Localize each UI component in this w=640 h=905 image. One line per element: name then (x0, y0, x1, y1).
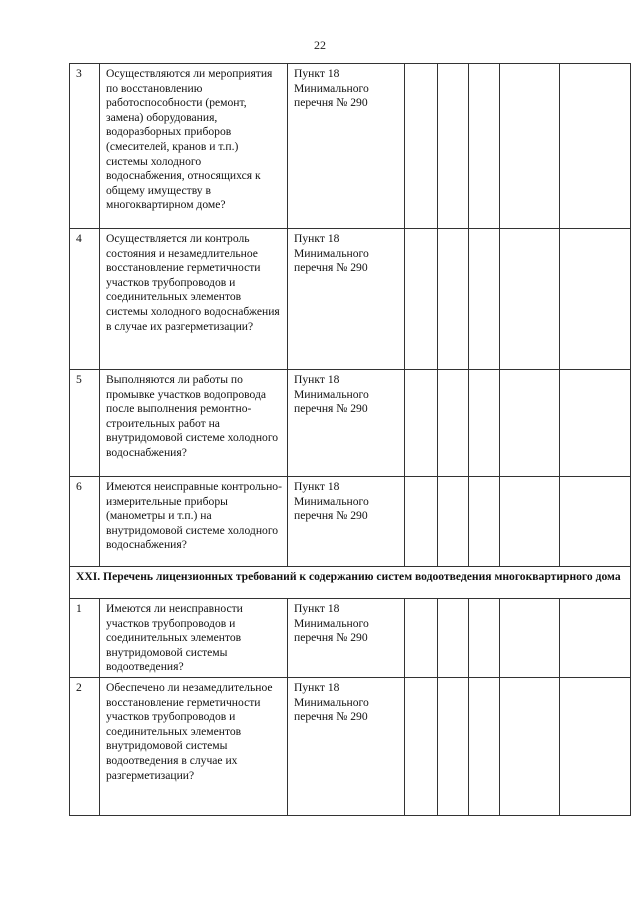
question-text: Имеются ли неисправности участков трубопроводов и соединительных элементов внутридомовой системы водоотведения? (100, 599, 288, 678)
page-number: 22 (314, 38, 326, 52)
legal-reference (288, 477, 405, 567)
reference-line: Минимального (294, 387, 369, 401)
answer-cell (500, 229, 560, 370)
answer-cell (469, 229, 500, 370)
answer-cell (438, 599, 469, 678)
answer-cell (560, 477, 631, 567)
answer-cell (438, 64, 469, 229)
row-number: 1 (70, 599, 100, 678)
answer-cell (469, 370, 500, 477)
answer-cell (500, 64, 560, 229)
reference-line: Пункт 18 (294, 232, 340, 245)
table-row (70, 678, 631, 816)
section-heading-row (70, 567, 631, 599)
row-number: 2 (70, 678, 100, 816)
table-row (70, 370, 631, 477)
answer-cell (500, 370, 560, 477)
reference-line: перечня № 290 (294, 96, 368, 110)
reference-line: Пункт 18 (294, 681, 340, 694)
rows-drainage (70, 599, 631, 816)
answer-cell (405, 599, 438, 678)
reference-line: перечня № 290 (294, 402, 368, 416)
answer-cell (405, 64, 438, 229)
answer-cell (405, 678, 438, 816)
reference-line: перечня № 290 (294, 631, 368, 645)
answer-cell (438, 229, 469, 370)
row-number: 5 (70, 370, 100, 477)
row-number: 4 (70, 229, 100, 370)
legal-reference (288, 229, 405, 370)
answer-cell (438, 678, 469, 816)
answer-cell (560, 599, 631, 678)
reference-line: Пункт 18 (294, 373, 340, 386)
reference-line: Пункт 18 (294, 602, 340, 615)
legal-reference (288, 64, 405, 229)
answer-cell (405, 477, 438, 567)
reference-line: перечня № 290 (294, 509, 368, 523)
legal-reference (288, 370, 405, 477)
answer-cell (560, 64, 631, 229)
answer-cell (560, 229, 631, 370)
reference-line: Минимального (294, 494, 369, 508)
question-text: Имеются неисправные контрольно-измерительные приборы (манометры и т.п.) на внутридомовой системе холодного водоснабжения? (100, 477, 288, 567)
legal-reference (288, 599, 405, 678)
reference-line: Минимального (294, 695, 369, 709)
answer-cell (469, 678, 500, 816)
answer-cell (469, 64, 500, 229)
answer-cell (469, 477, 500, 567)
question-text: Выполняются ли работы по промывке участков водопровода после выполнения ремонтно-строительных работ на внутридомовой системе холодного водоснабжения? (100, 370, 288, 477)
table-row (70, 229, 631, 370)
reference-line: перечня № 290 (294, 261, 368, 275)
reference-line: перечня № 290 (294, 710, 368, 724)
answer-cell (405, 370, 438, 477)
reference-line: Пункт 18 (294, 67, 340, 80)
answer-cell (500, 477, 560, 567)
checklist-table (69, 63, 631, 816)
legal-reference (288, 678, 405, 816)
answer-cell (500, 599, 560, 678)
answer-cell (560, 370, 631, 477)
question-text: Обеспечено ли незамедлительное восстановление герметичности участков трубопроводов и соединительных элементов внутридомовой системы водоотведения в случае их разгерметизации? (100, 678, 288, 816)
reference-line: Минимального (294, 246, 369, 260)
section-heading: XXI. Перечень лицензионных требований к содержанию систем водоотведения многоквартирного дома (70, 567, 631, 599)
row-number: 3 (70, 64, 100, 229)
answer-cell (560, 678, 631, 816)
question-text: Осуществляются ли мероприятия по восстановлению работоспособности (ремонт, замена) оборудования, водоразборных приборов (смесителей, кранов и т.п.) системы холодного водоснабжения, относящихся к общему имуществу в многоквартирном доме? (100, 64, 288, 229)
question-text: Осуществляется ли контроль состояния и незамедлительное восстановление герметичности участков трубопроводов и соединительных элементов системы холодного водоснабжения в случае их разгерметизации? (100, 229, 288, 370)
answer-cell (438, 477, 469, 567)
answer-cell (405, 229, 438, 370)
table-row (70, 477, 631, 567)
reference-line: Минимального (294, 81, 369, 95)
table-row (70, 64, 631, 229)
answer-cell (469, 599, 500, 678)
answer-cell (500, 678, 560, 816)
answer-cell (438, 370, 469, 477)
table-row (70, 599, 631, 678)
row-number: 6 (70, 477, 100, 567)
reference-line: Минимального (294, 616, 369, 630)
reference-line: Пункт 18 (294, 480, 340, 493)
rows-water-supply (70, 64, 631, 567)
